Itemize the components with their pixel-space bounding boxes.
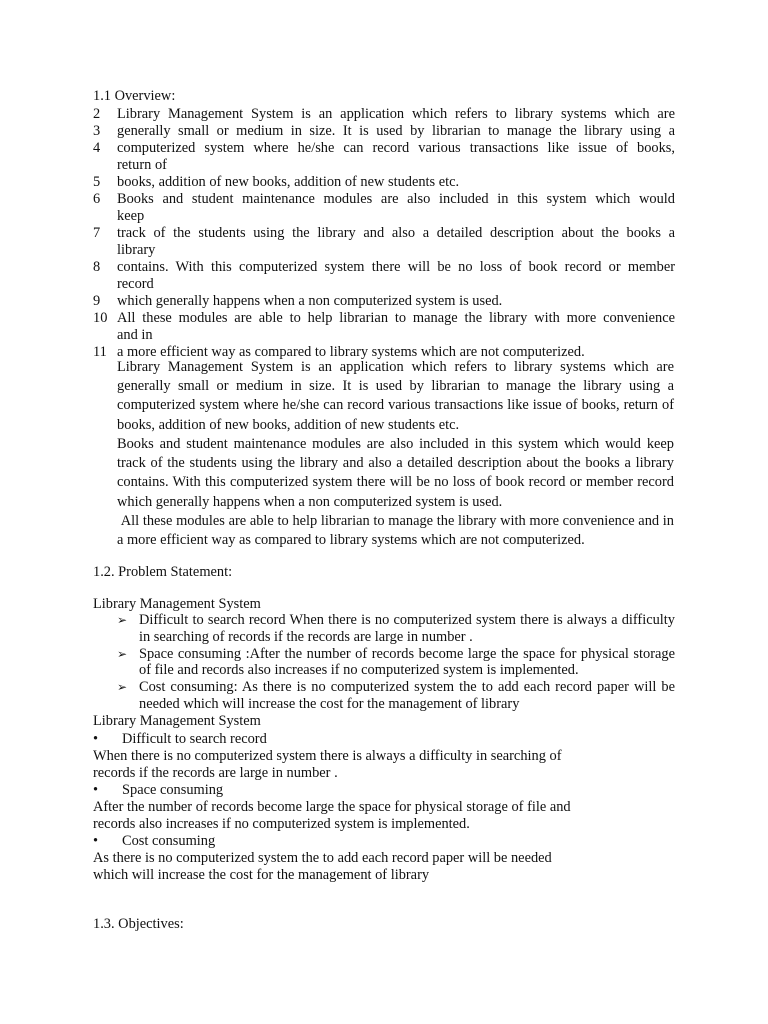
overview-heading: 1.1 Overview:	[93, 88, 176, 104]
line-text: track of the students using the library and also a detailed description about the books a	[117, 225, 675, 241]
arrow-bullet-text: Cost consuming: As there is no computerized system the to add each record paper will be needed which will increase the cost for the management of library	[139, 679, 675, 712]
numbered-line	[93, 191, 675, 208]
line-text: computerized system where he/she can record various transactions like issue of books,	[117, 140, 675, 156]
numbered-line	[93, 310, 675, 327]
arrow-bullet-icon: ➢	[117, 613, 128, 627]
line-text: books, addition of new books, addition of new students etc.	[117, 174, 460, 190]
numbered-line	[93, 123, 675, 140]
problem-heading: 1.2. Problem Statement:	[93, 564, 233, 580]
line-number: 7	[93, 225, 101, 241]
overview-paragraph: Library Management System is an application which refers to library systems which are generally small or medium in size. It is used by librarian to manage the library using a computerized system where he/she can record various transactions like issue of books, return of books, addition of new books, addition of new students etc.	[117, 359, 674, 433]
line-text: contains. With this computerized system there will be no loss of book record or member	[117, 259, 675, 275]
dot-bullet-text: Difficult to search record	[122, 731, 267, 747]
numbered-line	[93, 225, 675, 242]
description-line: After the number of records become large the space for physical storage of file and	[93, 799, 571, 815]
dot-bullet-icon: •	[93, 731, 99, 747]
arrow-bullet-text: Difficult to search record When there is no computerized system there is always a difficulty in searching of records if the records are large in number .	[139, 612, 675, 645]
line-number: 4	[93, 140, 101, 156]
numbered-line	[93, 106, 675, 123]
line-text: All these modules are able to help librarian to manage the library with more convenience	[117, 310, 675, 326]
dot-bullet-text: Space consuming	[122, 782, 224, 798]
arrow-bullet-item	[117, 612, 675, 646]
line-number: 10	[93, 310, 108, 326]
line-text: Library Management System is an application which refers to library systems which are	[117, 106, 675, 122]
overview-paragraph: Books and student maintenance modules are also included in this system which would keep track of the students using the library and also a detailed description about the books a library contains. With this computerized system there will be no loss of book record or member record which generally happens when a non computerized system is used.	[117, 436, 674, 510]
objectives-heading: 1.3. Objectives:	[93, 916, 184, 932]
numbered-line	[93, 174, 675, 191]
arrow-bullet-icon: ➢	[117, 680, 128, 695]
line-number: 5	[93, 174, 101, 190]
line-text: a more efficient way as compared to library systems which are not computerized.	[117, 344, 585, 360]
line-text: generally small or medium in size. It is used by librarian to manage the library using a	[117, 123, 675, 139]
arrow-bullet-item	[117, 646, 675, 680]
dot-bullet-item	[93, 782, 223, 799]
line-number: 9	[93, 293, 101, 309]
line-number: 3	[93, 123, 101, 139]
numbered-line	[93, 140, 675, 157]
arrow-bullet-text: Space consuming :After the number of records become large the space for physical storage of file and records also increases if no computerized system is implemented.	[139, 645, 675, 679]
line-number: 2	[93, 106, 101, 122]
dot-bullet-item	[93, 833, 215, 850]
dot-bullet-icon: •	[93, 782, 99, 798]
line-continuation: return of	[117, 157, 167, 173]
dot-bullet-text: Cost consuming	[122, 833, 216, 849]
line-text: which generally happens when a non computerized system is used.	[117, 293, 503, 309]
arrow-bullet-list	[117, 612, 675, 713]
arrow-bullet-icon: ➢	[117, 646, 128, 661]
line-number: 6	[93, 191, 101, 207]
problem-subtitle: Library Management System	[93, 596, 261, 612]
line-text: Books and student maintenance modules are also included in this system which would	[117, 191, 675, 207]
description-line: As there is no computerized system the to add each record paper will be needed	[93, 850, 552, 866]
overview-paragraph: All these modules are able to help librarian to manage the library with more convenience and in a more efficient way as compared to library systems which are not computerized.	[117, 513, 678, 549]
line-number: 8	[93, 259, 101, 275]
line-continuation: record	[117, 276, 154, 292]
dot-bullet-item	[93, 731, 267, 748]
numbered-line	[93, 259, 675, 276]
line-number: 11	[93, 344, 107, 360]
numbered-line	[93, 293, 675, 310]
problem-subtitle-2: Library Management System	[93, 713, 261, 729]
line-continuation: keep	[117, 208, 145, 224]
arrow-bullet-item	[117, 679, 675, 713]
description-line: When there is no computerized system there is always a difficulty in searching of	[93, 748, 562, 764]
dot-bullet-icon: •	[93, 833, 99, 849]
numbered-lines	[93, 106, 675, 361]
description-line: which will increase the cost for the management of library	[93, 867, 430, 883]
line-continuation: and in	[117, 327, 153, 343]
description-line: records if the records are large in number .	[93, 765, 338, 781]
line-continuation: library	[117, 242, 156, 258]
description-line: records also increases if no computerized system is implemented.	[93, 816, 470, 832]
